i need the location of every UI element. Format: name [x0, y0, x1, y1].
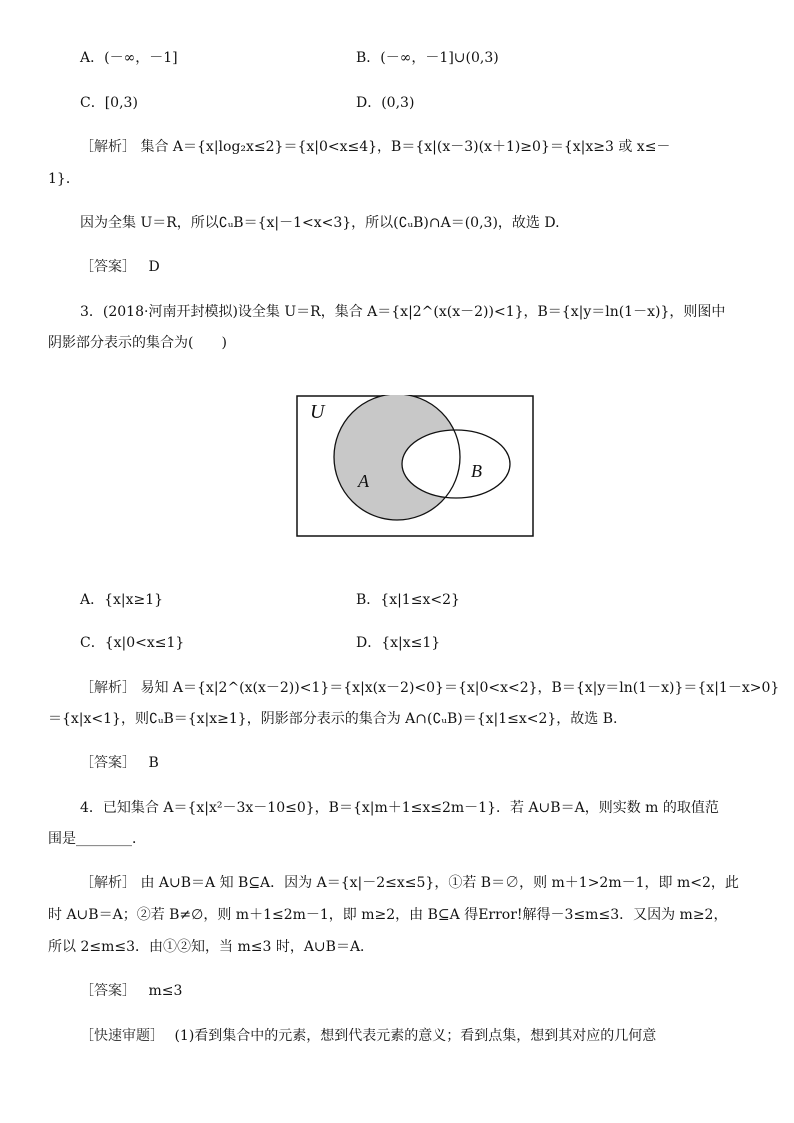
q3-option-b: B．{x|1≤x<2}	[356, 592, 460, 608]
q3-analysis-text-1: 易知 A＝{x|2^(x(x－2))<1}＝{x|x(x－2)<0}＝{x|0<x<2}，B＝{x|y＝ln(1－x)}＝{x|1－x>0}	[140, 680, 780, 696]
answer-tag: ［答案］	[80, 259, 136, 275]
quick-review-line	[80, 1026, 656, 1046]
q3-answer: B	[148, 755, 159, 771]
q3-stem-line-1: 3．(2018·河南开封模拟)设全集 U＝R，集合 A＝{x|2^(x(x－2))<1}，B＝{x|y＝ln(1－x)}，则图中	[80, 304, 726, 320]
q2-option-a: A．(－∞，－1]	[80, 50, 178, 66]
analysis-tag: ［解析］	[80, 139, 136, 155]
q2-analysis-text-1: 集合 A＝{x|log₂x≤2}＝{x|0<x≤4}，B＝{x|(x－3)(x＋1)≥0}＝{x|x≥3 或 x≤－	[140, 139, 671, 155]
q3-analysis-line-2: ＝{x|x<1}，则∁ᵤB＝{x|x≥1}，阴影部分表示的集合为 A∩(∁ᵤB)＝{x|1≤x<2}，故选 B.	[48, 711, 618, 727]
q4-answer: m≤3	[148, 983, 183, 999]
q3-option-a: A．{x|x≥1}	[80, 592, 164, 608]
venn-diagram	[296, 395, 536, 539]
quick-review-tag: ［快速审题］	[80, 1028, 164, 1044]
quick-review-text: (1)看到集合中的元素，想到代表元素的意义；看到点集，想到其对应的几何意	[174, 1028, 657, 1044]
q2-answer-line	[80, 257, 160, 277]
q2-option-c: C．[0,3)	[80, 95, 138, 111]
q4-answer-line	[80, 981, 182, 1001]
label-b: B	[471, 461, 482, 481]
q4-stem-line-1: 4．已知集合 A＝{x|x²－3x－10≤0}，B＝{x|m＋1≤x≤2m－1}．若 A∪B＝A，则实数 m 的取值范	[80, 800, 719, 816]
q4-analysis-line-2: 时 A∪B＝A；②若 B≠∅，则 m＋1≤2m－1，即 m≥2，由 B⊆A 得Error!解得－3≤m≤3．又因为 m≥2，	[48, 907, 728, 923]
q4-analysis-line-1	[80, 873, 739, 893]
answer-tag: ［答案］	[80, 755, 136, 771]
answer-tag: ［答案］	[80, 983, 136, 999]
q4-analysis-line-3: 所以 2≤m≤3．由①②知，当 m≤3 时，A∪B＝A．	[48, 939, 375, 955]
q3-option-c: C．{x|0<x≤1}	[80, 635, 185, 651]
q3-stem-line-2: 阴影部分表示的集合为( )	[48, 335, 227, 351]
q2-option-d: D．(0,3)	[356, 95, 415, 111]
q3-analysis-line-1	[80, 678, 779, 698]
label-u: U	[310, 401, 325, 423]
q4-stem-line-2: 围是________．	[48, 831, 146, 847]
q3-answer-line	[80, 753, 159, 773]
q4-analysis-text-1: 由 A∪B＝A 知 B⊆A．因为 A＝{x|－2≤x≤5}，①若 B＝∅，则 m＋1>2m－1，即 m<2，此	[140, 875, 739, 891]
q2-analysis-line-3: 因为全集 U＝R，所以∁ᵤB＝{x|－1<x<3}，所以(∁ᵤB)∩A＝(0,3)，故选 D.	[80, 215, 560, 231]
q2-answer: D	[148, 259, 160, 275]
q3-option-d: D．{x|x≤1}	[356, 635, 441, 651]
label-a: A	[358, 471, 369, 491]
q2-analysis-line-2: 1}．	[48, 171, 80, 187]
q2-analysis-line-1	[80, 137, 670, 157]
analysis-tag: ［解析］	[80, 875, 136, 891]
q2-option-b: B．(－∞，－1]∪(0,3)	[356, 50, 499, 66]
analysis-tag: ［解析］	[80, 680, 136, 696]
